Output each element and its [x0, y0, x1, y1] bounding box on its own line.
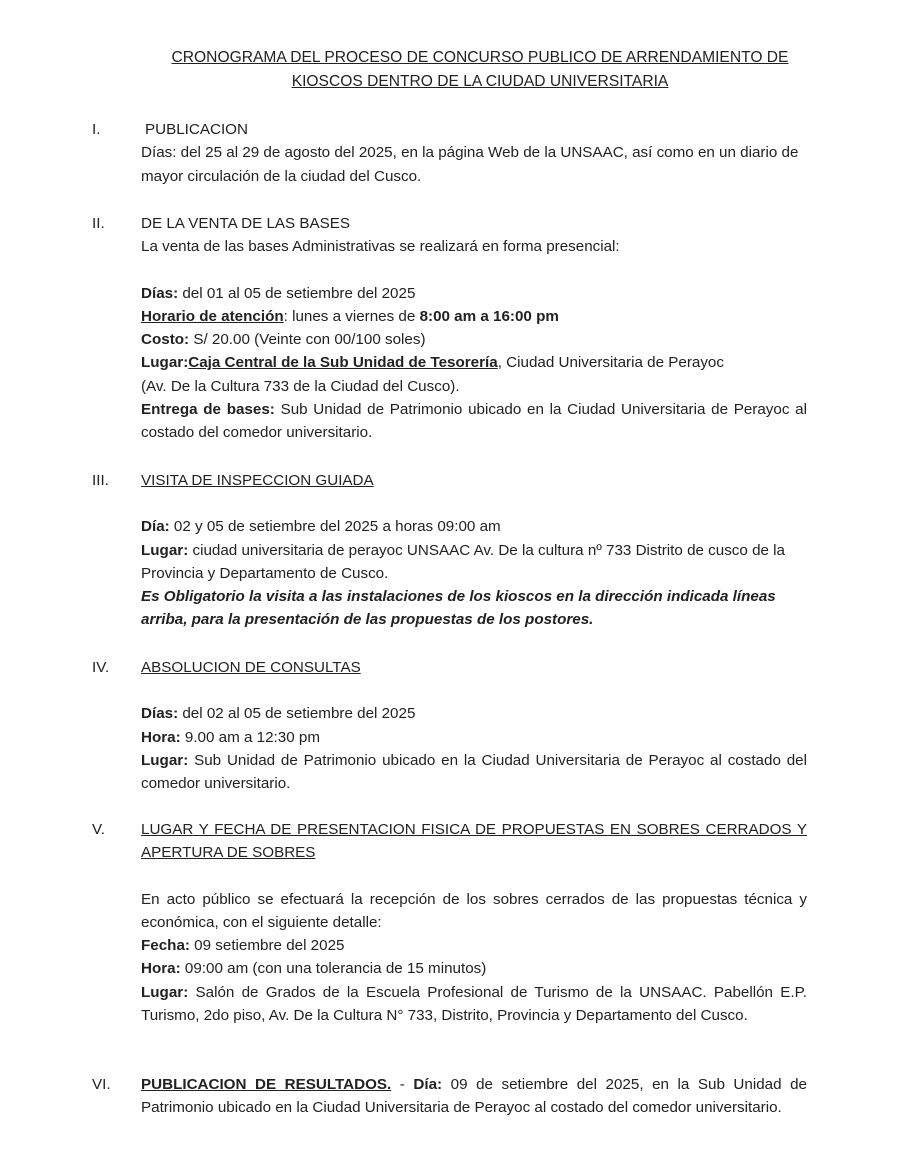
hora-line: [141, 957, 807, 980]
heading-separator: -: [391, 1076, 414, 1093]
lugar-label: Lugar:: [141, 983, 189, 1001]
lugar-line: [141, 981, 807, 1028]
presentacion-intro: En acto público se efectuará la recepción de los sobres cerrados de las propuestas técnica y económica, con el siguiente detalle:: [141, 890, 807, 931]
section-text: Días: del 25 al 29 de agosto del 2025, en la página Web de la UNSAAC, así como en un diario de mayor circulación de la ciudad del Cusco.: [141, 144, 799, 185]
lugar-line: [141, 749, 807, 796]
horario-mid: : lunes a viernes de: [283, 307, 420, 325]
lugar-value: Sub Unidad de Patrimonio ubicado en la Ciudad Universitaria de Perayoc al costado del comedor universitario.: [141, 751, 807, 793]
costo-line: [141, 328, 807, 351]
section-heading: VISITA DE INSPECCION GUIADA: [141, 472, 374, 489]
section-heading: PUBLICACION: [145, 121, 248, 138]
section-heading: DE LA VENTA DE LAS BASES: [141, 215, 351, 232]
hora-value: 09:00 am (con una tolerancia de 15 minutos): [180, 960, 487, 978]
horario-label: Horario de atención: [141, 307, 284, 325]
horario-line: [141, 305, 807, 328]
lugar-line: [141, 539, 807, 586]
dia-label: Día:: [141, 518, 170, 536]
lugar-value: ciudad universitaria de perayoc UNSAAC Av. De la cultura nº 733 Distrito de cusco de la Provincia y Departamento de Cusco.: [141, 541, 786, 582]
dias-value: del 02 al 05 de setiembre del 2025: [178, 705, 416, 723]
section-number: II.: [92, 215, 105, 232]
lugar-value: Salón de Grados de la Escuela Profesional de Turismo de la UNSAAC. Pabellón E.P. Turismo, 2do piso, Av. De la Cultura N° 733, Distrito, Provincia y Departamento del Cusco.: [141, 983, 807, 1025]
dias-line: [141, 702, 807, 725]
dia-label: Día:: [413, 1076, 443, 1093]
section-number: V.: [92, 821, 105, 838]
fecha-value: 09 setiembre del 2025: [189, 937, 345, 955]
dia-line: [141, 515, 807, 538]
hora-value: 9.00 am a 12:30 pm: [180, 728, 320, 746]
entrega-label: Entrega de bases:: [141, 401, 275, 419]
document-title: [100, 46, 860, 94]
lugar-line: [141, 351, 807, 374]
resultados-text: [141, 1073, 807, 1120]
fecha-label: Fecha:: [141, 937, 190, 955]
hora-label: Hora:: [141, 728, 181, 746]
hora-label: Hora:: [141, 960, 181, 978]
section-number: III.: [92, 472, 109, 489]
dias-line: [141, 282, 807, 305]
lugar-label: Lugar:: [141, 354, 189, 372]
section-number: VI.: [92, 1076, 111, 1093]
section-number: I.: [92, 121, 101, 138]
section-number: IV.: [92, 659, 110, 676]
section-heading: ABSOLUCION DE CONSULTAS: [141, 659, 361, 676]
dias-value: del 01 al 05 de setiembre del 2025: [178, 284, 416, 302]
section-heading: LUGAR Y FECHA DE PRESENTACION FISICA DE PROPUESTAS EN SOBRES CERRADOS Y APERTURA DE SOBRES: [141, 821, 807, 862]
title-line-1: CRONOGRAMA DEL PROCESO DE CONCURSO PUBLICO DE ARRENDAMIENTO DE: [171, 49, 789, 66]
costo-label: Costo:: [141, 331, 190, 349]
dia-value: 09 de setiembre del 2025, en la Sub Unidad de Patrimonio ubicado en la Ciudad Universitaria de Perayoc al costado del comedor universitario.: [141, 1076, 807, 1117]
horario-value: 8:00 am a 16:00 pm: [419, 307, 559, 325]
hora-line: [141, 726, 807, 749]
title-line-2: KIOSCOS DENTRO DE LA CIUDAD UNIVERSITARIA: [291, 73, 669, 90]
obligatorio-note: Es Obligatorio la visita a las instalaciones de los kioscos en la dirección indicada líneas arriba, para la presentación de las propuestas de los postores.: [141, 588, 776, 629]
lugar-label: Lugar:: [141, 541, 189, 559]
lugar-line-2: (Av. De la Cultura 733 de la Ciudad del Cusco).: [141, 377, 460, 395]
lugar-label: Lugar:: [141, 751, 189, 769]
fecha-line: [141, 934, 807, 957]
costo-value: S/ 20.00 (Veinte con 00/100 soles): [189, 331, 426, 349]
lugar-place: Caja Central de la Sub Unidad de Tesorería: [188, 354, 498, 372]
venta-intro: La venta de las bases Administrativas se realizará en forma presencial:: [141, 238, 620, 256]
lugar-rest: , Ciudad Universitaria de Perayoc: [497, 354, 724, 372]
dias-label: Días:: [141, 705, 179, 723]
dia-value: 02 y 05 de setiembre del 2025 a horas 09:00 am: [169, 518, 501, 536]
dias-label: Días:: [141, 284, 179, 302]
entrega-line: [141, 398, 807, 445]
section-heading: PUBLICACION DE RESULTADOS.: [141, 1076, 392, 1093]
entrega-value: Sub Unidad de Patrimonio ubicado en la Ciudad Universitaria de Perayoc al costado del comedor universitario.: [141, 401, 807, 442]
